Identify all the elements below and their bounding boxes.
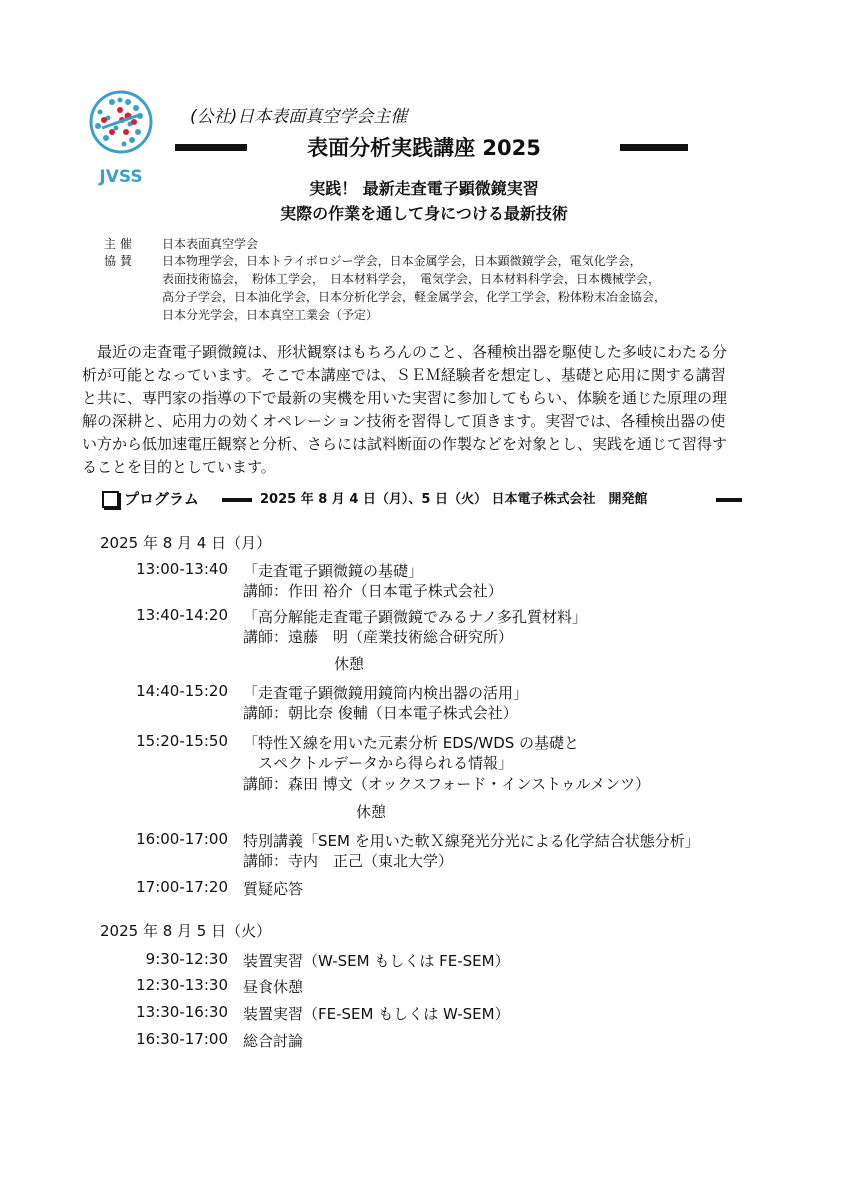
intro-line: 最近の走査電子顕微鏡は、形状観察はもちろんのこと、各種検出器を駆使した多岐にわたる分 — [82, 343, 728, 361]
organizer-line: (公社)日本表面真空学会主催 — [190, 107, 408, 127]
support-label: 協 賛 — [104, 254, 132, 268]
checkbox-icon — [102, 491, 119, 508]
program-info: 2025 年 8 月 4 日（月）、5 日（火） 日本電子株式会社 開発館 — [260, 492, 648, 507]
session-time: 16:30-17:00 — [136, 1030, 228, 1048]
session-title: 「特性Ｘ線を用いた元素分析 EDS/WDS の基礎と — [243, 734, 580, 752]
session-lecturer: 講師：朝比奈 俊輔（日本電子株式会社） — [243, 704, 518, 722]
session-time: 15:20-15:50 — [136, 732, 228, 750]
host-label: 主 催 — [104, 237, 132, 251]
session-title: 装置実習（FE-SEM もしくは W-SEM） — [243, 1005, 510, 1023]
intro-line: 解の深耕と、応用力の効くオペレーション技術を習得して頂きます。実習では、各種検出器の使 — [82, 412, 726, 430]
session-lecturer: 講師：遠藤 明（産業技術総合研究所） — [243, 628, 514, 646]
session-time: 16:00-17:00 — [136, 830, 228, 848]
program-header — [100, 486, 750, 516]
session-time: 12:30-13:30 — [136, 976, 228, 994]
header-dash — [716, 498, 742, 502]
break-label: 休憩 — [356, 803, 387, 821]
session-title: 装置実習（W-SEM もしくは FE-SEM） — [243, 952, 510, 970]
day2-date: 2025 年 8 月 5 日（火） — [100, 922, 272, 940]
support-line: 日本分光学会，日本真空工業会（予定） — [162, 308, 379, 322]
title-right-bar — [620, 144, 688, 151]
session-lecturer: 講師：作田 裕介（日本電子株式会社） — [243, 582, 503, 600]
intro-line: 析が可能となっています。そこで本講座では、ＳＥＭ経験者を想定し、基礎と応用に関する講習 — [82, 366, 726, 384]
session-title: 「走査電子顕微鏡の基礎」 — [243, 562, 424, 580]
intro-line: と共に、専門家の指導の下で最新の実機を用いた実習に参加してもらい、体験を通じた原理の理 — [82, 389, 728, 407]
support-line: 日本物理学会，日本トライボロジー学会，日本金属学会，日本顕微鏡学会，電気化学会， — [162, 254, 642, 268]
session-lecturer: 講師：森田 博文（オックスフォード・インストゥルメンツ） — [243, 775, 651, 793]
program-label: プログラム — [124, 490, 199, 508]
session-time: 13:00-13:40 — [136, 560, 228, 578]
session-time: 13:40-14:20 — [136, 606, 228, 624]
session-time: 17:00-17:20 — [136, 878, 228, 896]
intro-line: ることを目的としています。 — [82, 458, 276, 476]
session-title: 昼食休憩 — [243, 978, 304, 996]
session-title: 「高分解能走査電子顕微鏡でみるナノ多孔質材料」 — [243, 608, 587, 626]
session-time: 13:30-16:30 — [136, 1003, 228, 1021]
session-lecturer: 講師：寺内 正己（東北大学） — [243, 852, 454, 870]
break-label: 休憩 — [334, 655, 365, 673]
session-title: 総合討論 — [243, 1032, 304, 1050]
subtitle-2: 実際の作業を通して身につける最新技術 — [280, 204, 568, 223]
session-time: 14:40-15:20 — [136, 682, 228, 700]
support-line: 表面技術協会， 粉体工学会， 日本材料学会， 電気学会，日本材料科学会，日本機械学会， — [162, 272, 661, 286]
logo-text: JVSS — [99, 167, 143, 187]
day1-date: 2025 年 8 月 4 日（月） — [100, 534, 272, 552]
session-time: 9:30-12:30 — [145, 950, 228, 968]
session-title: 「走査電子顕微鏡用鏡筒内検出器の活用」 — [243, 684, 529, 702]
session-title: 特別講義「SEM を用いた軟Ｘ線発光分光による化学結合状態分析」 — [243, 832, 700, 850]
host-name: 日本表面真空学会 — [162, 237, 259, 251]
intro-line: い方から低加速電圧観察と分析、さらには試料断面の作製などを対象とし、実践を通じて習得す — [82, 435, 728, 453]
session-title: 質疑応答 — [243, 880, 304, 898]
title-row — [0, 132, 848, 160]
page-title: 表面分析実践講座 2025 — [307, 136, 541, 160]
header-dash — [222, 498, 252, 502]
session-title-cont: スペクトルデータから得られる情報」 — [243, 754, 514, 772]
subtitle-1: 実践！ 最新走査電子顕微鏡実習 — [309, 179, 539, 198]
support-line: 高分子学会，日本油化学会，日本分析化学会，軽金属学会，化学工学会，粉体粉末冶金協会， — [162, 290, 667, 304]
